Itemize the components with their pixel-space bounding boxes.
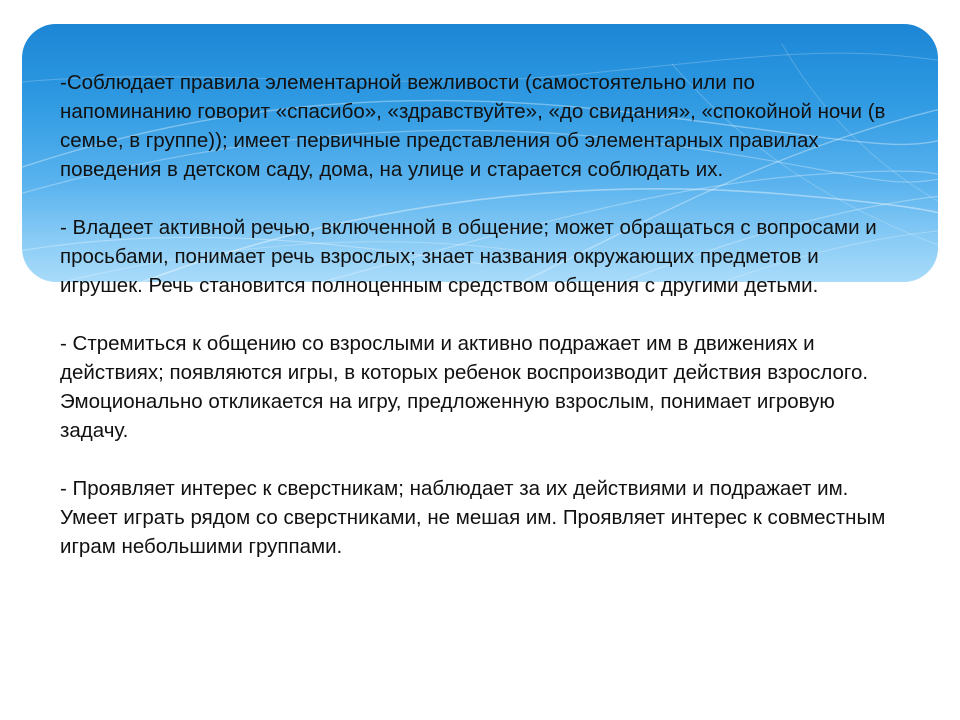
paragraph-peer-interest: - Проявляет интерес к сверстникам; наблюдает за их действиями и подражает им. Умеет играть рядом со сверстниками, не мешая им. Проявляет интерес к совместным играм небольшими группами. <box>60 477 886 558</box>
slide-text-body <box>60 68 890 561</box>
paragraph-adult-communication: - Стремиться к общению со взрослыми и активно подражает им в движениях и действиях; появляются игры, в которых ребенок воспроизводит действия взрослого. Эмоционально откликается на игру, предложенную взрослым, понимает игровую задачу. <box>60 332 869 442</box>
paragraph-politeness: -Соблюдает правила элементарной вежливости (самостоятельно или по напоминанию говорит «спасибо», «здравствуйте», «до свидания», «спокойной ночи (в семье, в группе)); имеет первичные представления об элементарных правилах поведения в детском саду, дома, на улице и старается соблюдать их. <box>60 71 886 181</box>
paragraph-speech: - Владеет активной речью, включенной в общение; может обращаться с вопросами и просьбами, понимает речь взрослых; знает названия окружающих предметов и игрушек. Речь становится полноценным средством общения с другими детьми. <box>60 216 877 297</box>
